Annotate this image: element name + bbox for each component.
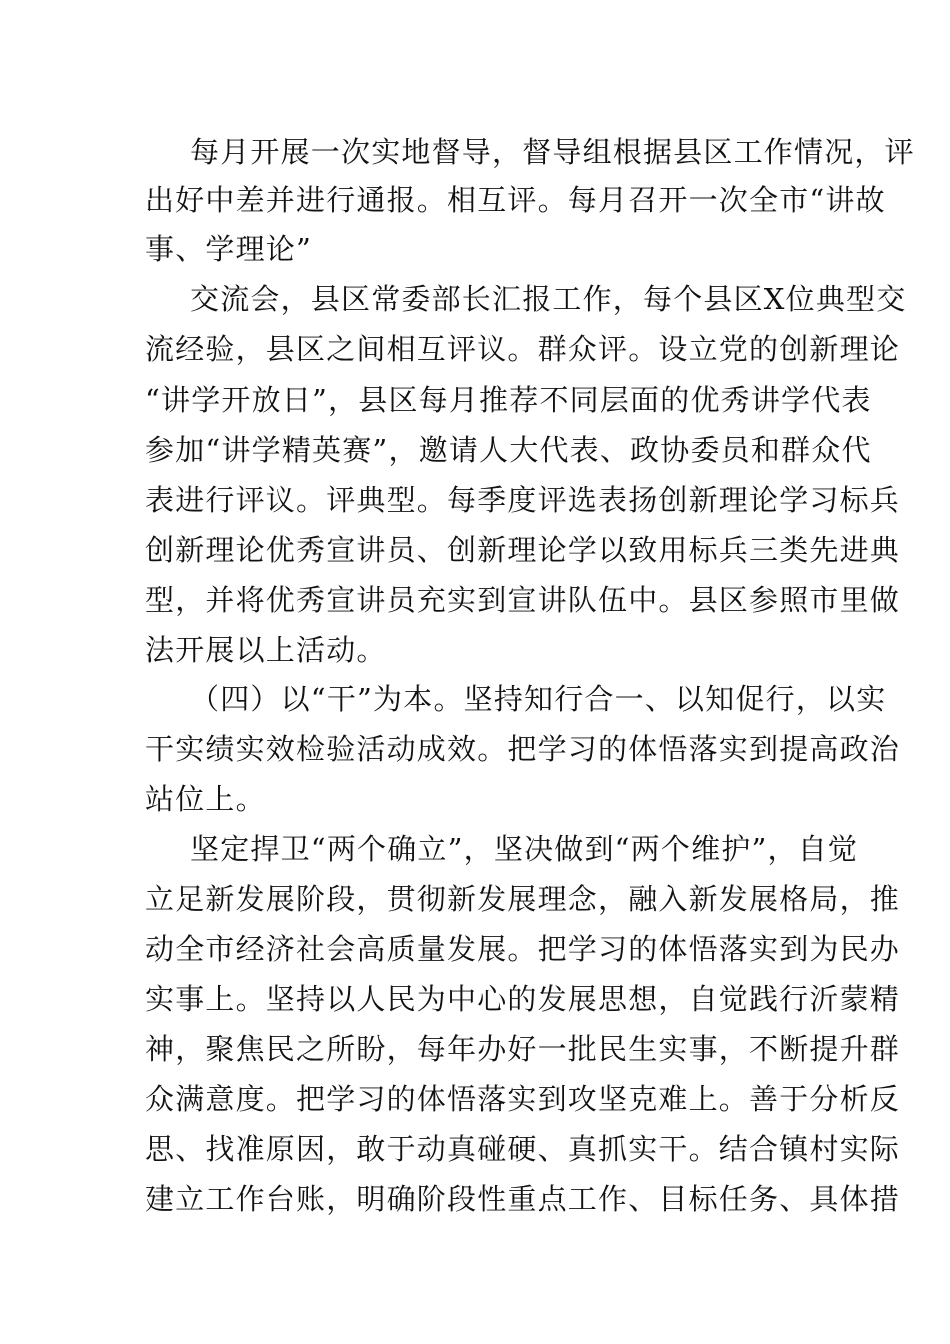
text-line: 思、找准原因，敢于动真碰硬、真抓实干。结合镇村实际: [145, 1132, 901, 1166]
text-line: 神，聚焦民之所盼，每年办好一批民生实事，不断提升群: [145, 1032, 901, 1066]
text-line: 干实绩实效检验活动成效。把学习的体悟落实到提高政治: [145, 732, 901, 766]
text-line: 实事上。坚持以人民为中心的发展思想，自觉践行沂蒙精: [145, 982, 901, 1016]
text-line: 参加“讲学精英赛”，邀请人大代表、政协委员和群众代: [145, 433, 872, 467]
text-line: 交流会，县区常委部长汇报工作，每个县区X位典型交: [190, 282, 907, 316]
text-line: 每月开展一次实地督导，督导组根据县区工作情况，评: [190, 135, 915, 169]
text-line: 表进行评议。评典型。每季度评选表扬创新理论学习标兵: [145, 483, 901, 517]
text-line: （四）以“干”为本。坚持知行合一、以知促行，以实: [190, 682, 887, 716]
text-line: 型，并将优秀宣讲员充实到宣讲队伍中。县区参照市里做: [145, 583, 901, 617]
text-line: 出好中差并进行通报。相互评。每月召开一次全市“讲故: [145, 183, 886, 217]
text-line: 坚定捍卫“两个确立”，坚决做到“两个维护”，自觉: [190, 832, 859, 866]
text-line: 建立工作台账，明确阶段性重点工作、目标任务、具体措: [145, 1182, 901, 1216]
text-line: “讲学开放日”，县区每月推荐不同层面的优秀讲学代表: [145, 383, 872, 417]
text-line: 立足新发展阶段，贯彻新发展理念，融入新发展格局，推: [145, 882, 901, 916]
text-line: 站位上。: [145, 782, 266, 816]
text-line: 动全市经济社会高质量发展。把学习的体悟落实到为民办: [145, 932, 901, 966]
text-line: 众满意度。把学习的体悟落实到攻坚克难上。善于分析反: [145, 1082, 901, 1116]
text-line: 流经验，县区之间相互评议。群众评。设立党的创新理论: [145, 332, 901, 366]
text-line: 事、学理论”: [145, 232, 313, 266]
text-line: 创新理论优秀宣讲员、创新理论学以致用标兵三类先进典: [145, 533, 901, 567]
text-line: 法开展以上活动。: [145, 633, 387, 667]
